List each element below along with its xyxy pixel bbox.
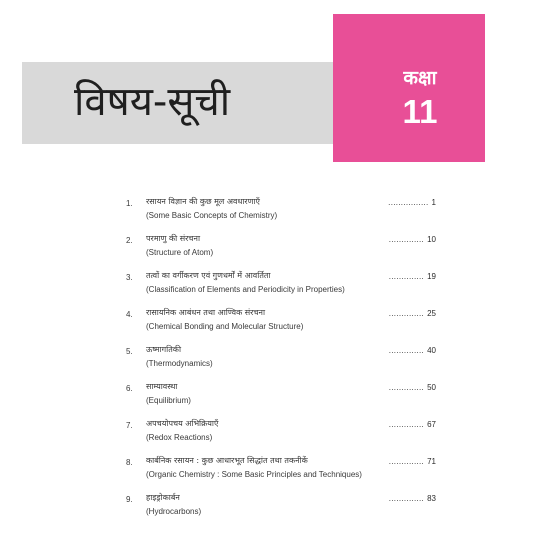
toc-leader-dots: .............. (388, 309, 425, 318)
toc-entry-5[interactable] (120, 343, 442, 380)
toc-english-title: (Chemical Bonding and Molecular Structure) (146, 322, 304, 331)
toc-english-title: (Organic Chemistry : Some Basic Principles and Techniques) (146, 470, 362, 479)
toc-hindi-title: ऊष्मागतिकी (146, 345, 182, 354)
toc-page-ref (389, 309, 436, 318)
title-band (22, 62, 372, 144)
toc-page-ref (388, 198, 436, 207)
toc-english-title: (Structure of Atom) (146, 248, 214, 257)
toc-page-number: 83 (427, 494, 436, 503)
toc-leader-dots: .............. (388, 235, 425, 244)
class-badge (333, 14, 485, 162)
class-label: कक्षा (403, 67, 437, 89)
toc-number: 9. (126, 495, 133, 504)
toc-number: 8. (126, 458, 133, 467)
toc-leader-dots: ................ (388, 198, 429, 207)
toc-entry-6[interactable] (120, 380, 442, 417)
toc-hindi-title: हाइड्रोकार्बन (146, 493, 180, 502)
toc-entry-7[interactable] (120, 417, 442, 454)
toc-leader-dots: .............. (388, 272, 425, 281)
toc-page-number: 19 (427, 272, 436, 281)
toc-number: 6. (126, 384, 133, 393)
toc-english-title: (Redox Reactions) (146, 433, 213, 442)
toc-entry-2[interactable] (120, 232, 442, 269)
toc-page-number: 1 (431, 198, 436, 207)
toc-number: 3. (126, 273, 133, 282)
toc-page-number: 67 (427, 420, 436, 429)
toc-hindi-title: परमाणु की संरचना (146, 234, 201, 243)
toc-entry-9[interactable] (120, 491, 442, 528)
toc-page-number: 40 (427, 346, 436, 355)
toc-page-ref (389, 494, 436, 503)
table-of-contents (120, 195, 442, 528)
toc-hindi-title: रसायन विज्ञान की कुछ मूल अवधारणाएँ (146, 197, 260, 206)
toc-page-ref (389, 346, 436, 355)
toc-page-ref (389, 272, 436, 281)
toc-english-title: (Thermodynamics) (146, 359, 213, 368)
toc-hindi-title: कार्बनिक रसायन : कुछ आधारभूत सिद्धांत तथा तकनीकें (146, 456, 308, 465)
class-number: 11 (402, 93, 438, 130)
toc-number: 7. (126, 421, 133, 430)
toc-leader-dots: .............. (388, 346, 425, 355)
toc-page-ref (389, 420, 436, 429)
toc-entry-4[interactable] (120, 306, 442, 343)
toc-leader-dots: .............. (388, 494, 425, 503)
toc-hindi-title: अपचयोपचय अभिक्रियाएँ (146, 419, 219, 428)
page-title: विषय-सूची (74, 79, 231, 125)
toc-page-ref (389, 457, 436, 466)
toc-english-title: (Classification of Elements and Periodicity in Properties) (146, 285, 345, 294)
toc-page-ref (389, 235, 436, 244)
toc-entry-8[interactable] (120, 454, 442, 491)
toc-english-title: (Equilibrium) (146, 396, 191, 405)
toc-leader-dots: .............. (388, 383, 425, 392)
toc-entry-1[interactable] (120, 195, 442, 232)
toc-hindi-title: साम्यावस्था (146, 382, 178, 391)
toc-number: 4. (126, 310, 133, 319)
toc-page-ref (389, 383, 436, 392)
toc-leader-dots: .............. (388, 457, 425, 466)
toc-page-number: 71 (427, 457, 436, 466)
toc-english-title: (Some Basic Concepts of Chemistry) (146, 211, 278, 220)
toc-hindi-title: तत्वों का वर्गीकरण एवं गुणधर्मों में आवर्तिता (146, 271, 271, 280)
toc-number: 5. (126, 347, 133, 356)
toc-page-number: 10 (427, 235, 436, 244)
toc-number: 2. (126, 236, 133, 245)
toc-page-number: 25 (427, 309, 436, 318)
toc-page-number: 50 (427, 383, 436, 392)
toc-leader-dots: .............. (388, 420, 425, 429)
toc-number: 1. (126, 199, 133, 208)
toc-entry-3[interactable] (120, 269, 442, 306)
toc-hindi-title: रासायनिक आबंधन तथा आण्विक संरचना (146, 308, 266, 317)
toc-english-title: (Hydrocarbons) (146, 507, 202, 516)
